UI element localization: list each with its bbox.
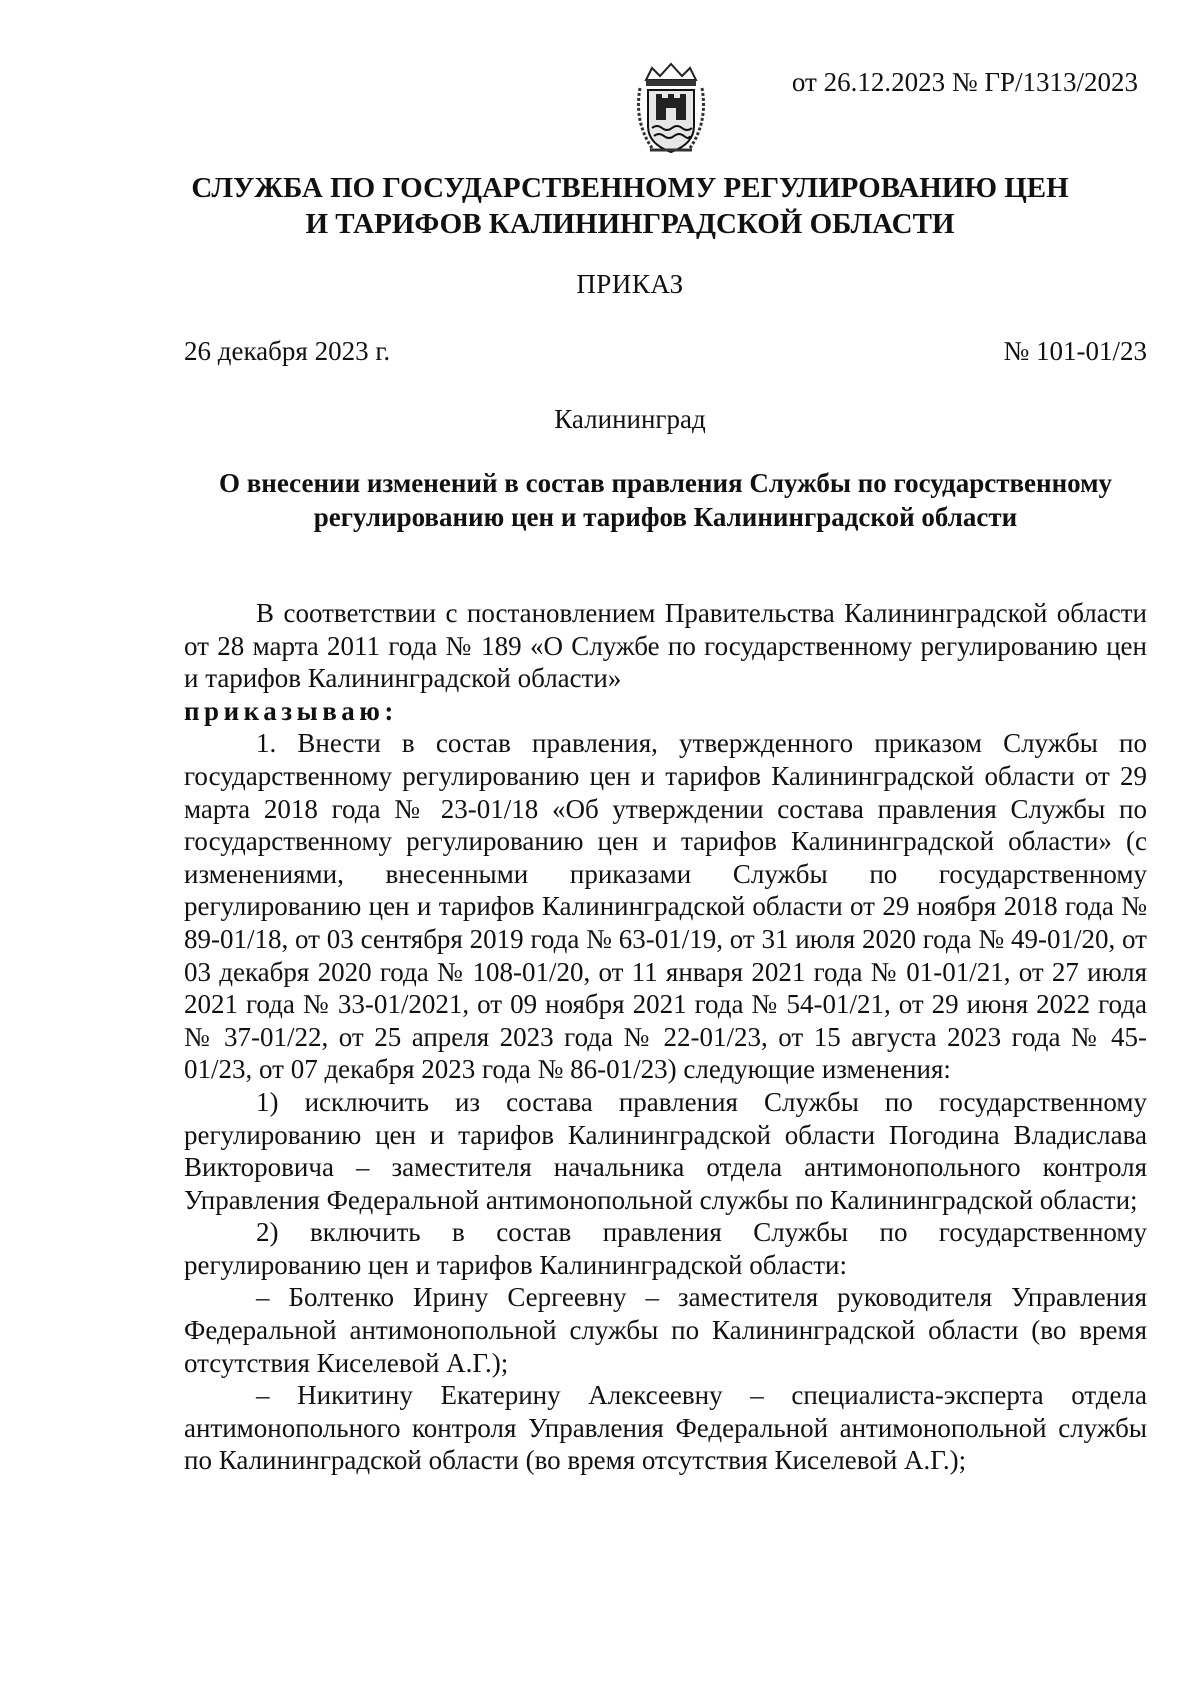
dash-item-2: – Никитину Екатерину Алексеевну – специалиста-эксперта отдела антимонопольного контроля Управления Федеральной антимонопольной службы по Калининградской области (во время отсутствия Киселевой А.Г.); xyxy=(184,1380,1147,1476)
date-number-line xyxy=(184,335,1147,367)
agency-title-line-1: СЛУЖБА ПО ГОСУДАРСТВЕННОМУ РЕГУЛИРОВАНИЮ ЦЕН xyxy=(191,172,1069,204)
document-body xyxy=(184,597,1147,1477)
subitem-2-paragraph: 2) включить в состав правления Службы по государственному регулированию цен и тарифов Калининградской области: xyxy=(184,1217,1147,1280)
document-city: Калининград xyxy=(554,404,706,434)
document-date: 26 декабря 2023 г. xyxy=(184,336,391,366)
agency-title xyxy=(170,170,1090,242)
document-subject xyxy=(184,466,1147,534)
document-type: ПРИКАЗ xyxy=(576,269,684,299)
document-number: № 101-01/23 xyxy=(1003,336,1147,366)
order-word: приказываю: xyxy=(184,695,398,726)
dash-item-1: – Болтенко Ирину Сергеевну – заместителя руководителя Управления Федеральной антимонопольной службы по Калининградской области (во время отсутствия Киселевой А.Г.); xyxy=(184,1282,1147,1378)
subject-line-1: О внесении изменений в состав правления Службы по государственному xyxy=(218,468,1113,498)
registration-stamp: от 26.12.2023 № ГР/1313/2023 xyxy=(791,67,1138,97)
subitem-1-paragraph: 1) исключить из состава правления Службы по государственному регулированию цен и тарифов Калининградской области Погодина Владислава Викторовича – заместителя начальника отдела антимонопольного контроля Управления Федеральной антимонопольной службы по Калининградской области; xyxy=(184,1086,1147,1215)
item-1-paragraph: 1. Внести в состав правления, утвержденного приказом Службы по государственному регулированию цен и тарифов Калининградской области от 29 марта 2018 года № 23-01/18 «Об утверждении состава правления Службы по государственному регулированию цен и тарифов Калининградской области» (с изменениями, внесенными приказами Службы по государственному регулированию цен и тарифов Калининградской области от 29 ноября 2018 года № 89-01/18, от 03 сентября 2019 года № 63-01/19, от 31 июля 2020 года № 49-01/20, от 03 декабря 2020 года № 108-01/20, от 11 января 2021 года № 01-01/21, от 27 июля 2021 года № 33-01/2021, от 09 ноября 2021 года № 54-01/21, от 29 июня 2022 года № 37-01/22, от 25 апреля 2023 года № 22-01/23, от 15 августа 2023 года № 45-01/23, от 07 декабря 2023 года № 86-01/23) следующие изменения: xyxy=(184,728,1147,1085)
kaliningrad-coat-of-arms-icon xyxy=(632,62,710,158)
subject-line-2: регулированию цен и тарифов Калининградской области xyxy=(313,502,1018,532)
agency-title-line-2: И ТАРИФОВ КАЛИНИНГРАДСКОЙ ОБЛАСТИ xyxy=(305,208,955,240)
preamble-paragraph: В соответствии с постановлением Правительства Калининградской области от 28 марта 2011 года № 189 «О Службе по государственному регулированию цен и тарифов Калининградской области» xyxy=(184,598,1147,694)
